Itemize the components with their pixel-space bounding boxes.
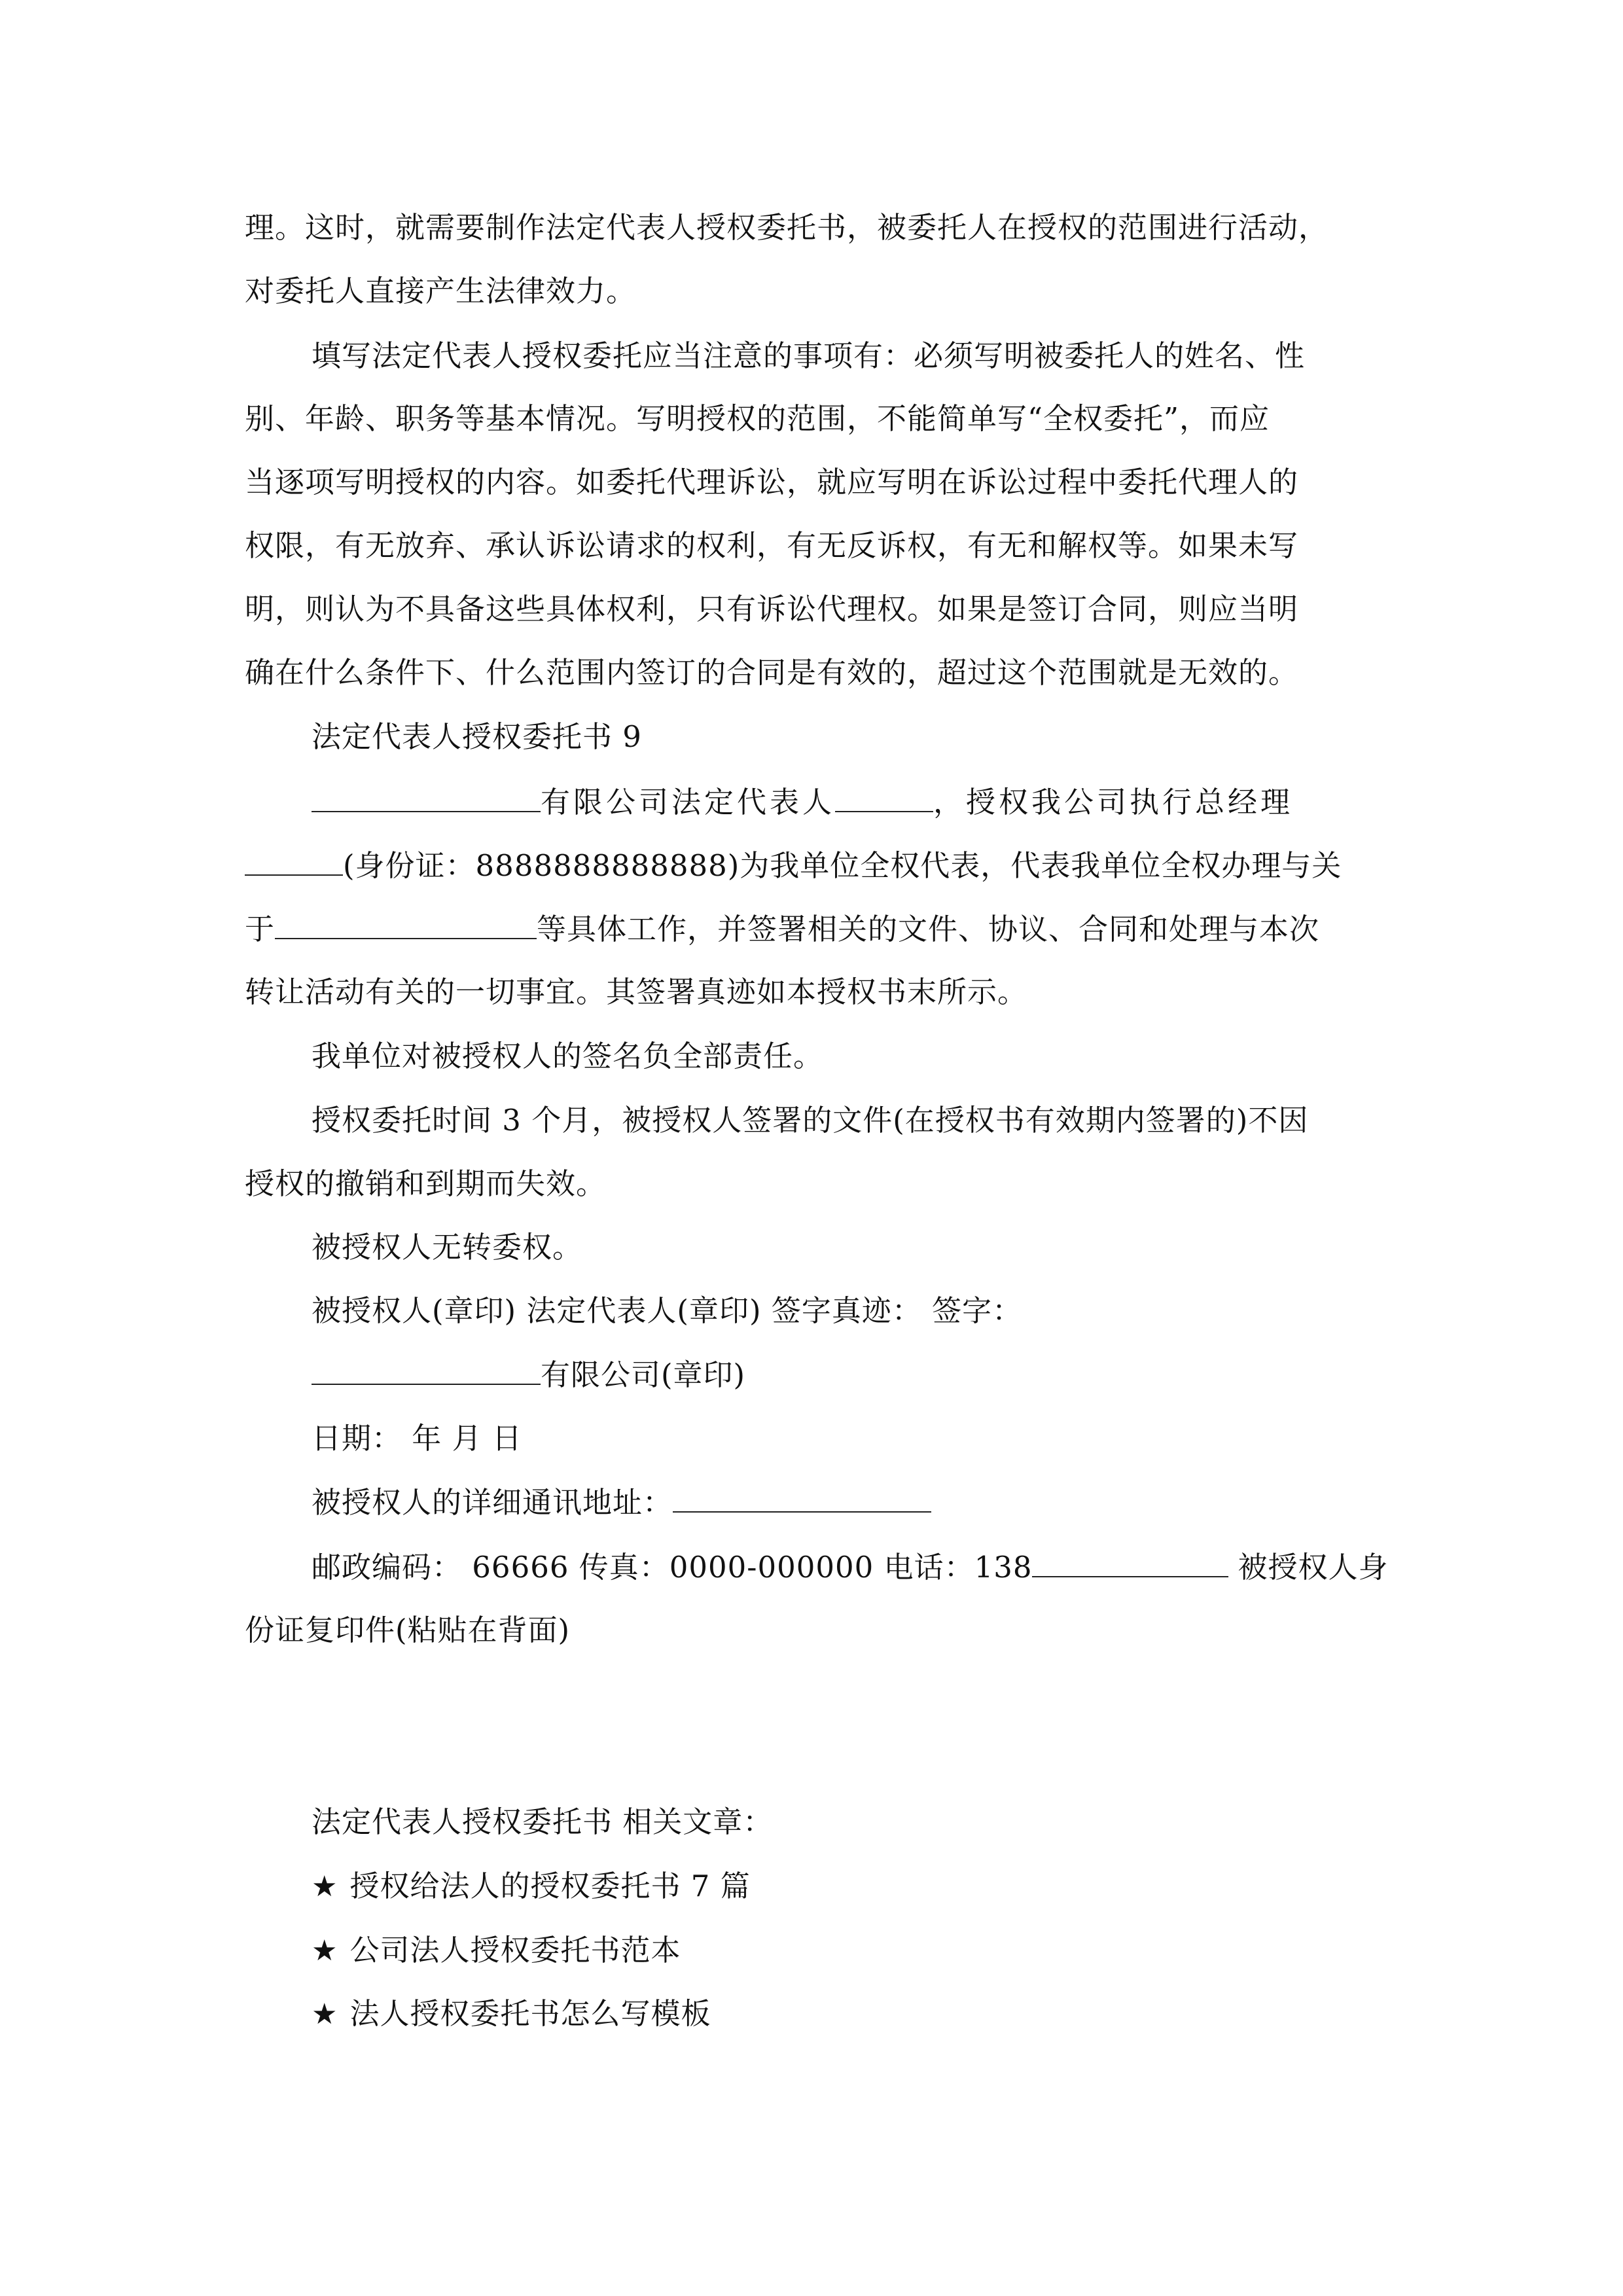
authorization-line-1	[312, 782, 1489, 822]
notes-line-4: 权限，有无放弃、承认诉讼请求的权利，有无反诉权，有无和解权等。如果未写	[245, 528, 1299, 563]
contact-line-2: 份证复印件(粘贴在背面)	[245, 1613, 571, 1647]
term-line-2: 授权的撤销和到期而失效。	[245, 1166, 607, 1201]
authorization-text-d: 于	[245, 912, 276, 946]
address-label: 被授权人的详细通讯地址：	[312, 1485, 673, 1520]
related-item-3[interactable]	[312, 1994, 1489, 2034]
related-item-text[interactable]: 法人授权委托书怎么写模板	[349, 1996, 711, 2031]
authorization-text-c: (身份证：8888888888888)为我单位全权代表，代表我单位全权办理与关	[343, 848, 1342, 883]
notes-line-5: 明，则认为不具备这些具体权利，只有诉讼代理权。如果是签订合同，则应当明	[245, 592, 1299, 626]
authorization-text-b: ，授权我公司执行总经理	[933, 785, 1294, 819]
responsibility-line: 我单位对被授权人的签名负全部责任。	[312, 1039, 824, 1073]
address-line	[312, 1482, 1489, 1522]
intro-line-1: 理。这时，就需要制作法定代表人授权委托书，被委托人在授权的范围进行活动，	[245, 210, 1329, 245]
date-line: 日期： 年 月 日	[312, 1421, 522, 1456]
related-item-2[interactable]	[312, 1931, 1489, 1971]
authorization-line-3	[245, 909, 1423, 949]
no-subdelegation-line: 被授权人无转委权。	[312, 1230, 583, 1265]
matter-blank	[275, 909, 537, 939]
notes-line-1: 填写法定代表人授权委托应当注意的事项有：必须写明被委托人的姓名、性	[312, 338, 1306, 373]
contact-line-1	[312, 1547, 1489, 1587]
star-icon: ★	[312, 1998, 338, 2031]
manager-name-blank	[245, 846, 343, 876]
address-blank	[673, 1482, 931, 1513]
seal-company-blank	[312, 1355, 541, 1385]
star-icon: ★	[312, 1870, 338, 1903]
authorization-line-2	[245, 846, 1423, 886]
related-heading: 法定代表人授权委托书 相关文章：	[312, 1804, 774, 1839]
section-title: 法定代表人授权委托书 9	[312, 719, 642, 754]
intro-line-2: 对委托人直接产生法律效力。	[245, 274, 637, 308]
signature-line: 被授权人(章印) 法定代表人(章印) 签字真迹： 签字：	[312, 1293, 1023, 1328]
contact-text-b: 被授权人身	[1238, 1550, 1389, 1585]
related-item-1[interactable]	[312, 1867, 1489, 1907]
notes-line-6: 确在什么条件下、什么范围内签订的合同是有效的，超过这个范围就是无效的。	[245, 655, 1299, 690]
legal-rep-name-blank	[835, 782, 933, 812]
company-name-blank	[312, 782, 541, 812]
related-item-text[interactable]: 授权给法人的授权委托书 7 篇	[349, 1869, 751, 1903]
company-seal-text: 有限公司(章印)	[541, 1357, 746, 1392]
term-line-1: 授权委托时间 3 个月，被授权人签署的文件(在授权书有效期内签署的)不因	[312, 1103, 1309, 1138]
notes-line-2: 别、年龄、职务等基本情况。写明授权的范围，不能简单写“全权委托”，而应	[245, 401, 1270, 436]
star-icon: ★	[312, 1934, 338, 1967]
company-seal-line	[312, 1355, 1489, 1395]
contact-text-a: 邮政编码： 66666 传真：0000-000000 电话：138	[312, 1550, 1033, 1585]
authorization-line-4: 转让活动有关的一切事宜。其签署真迹如本授权书末所示。	[245, 975, 1028, 1009]
authorization-text-a: 有限公司法定代表人	[541, 785, 836, 819]
phone-blank	[1032, 1547, 1228, 1577]
notes-line-3: 当逐项写明授权的内容。如委托代理诉讼，就应写明在诉讼过程中委托代理人的	[245, 465, 1299, 499]
related-item-text[interactable]: 公司法人授权委托书范本	[349, 1933, 681, 1967]
authorization-text-e: 等具体工作，并签署相关的文件、协议、合同和处理与本次	[537, 912, 1320, 946]
